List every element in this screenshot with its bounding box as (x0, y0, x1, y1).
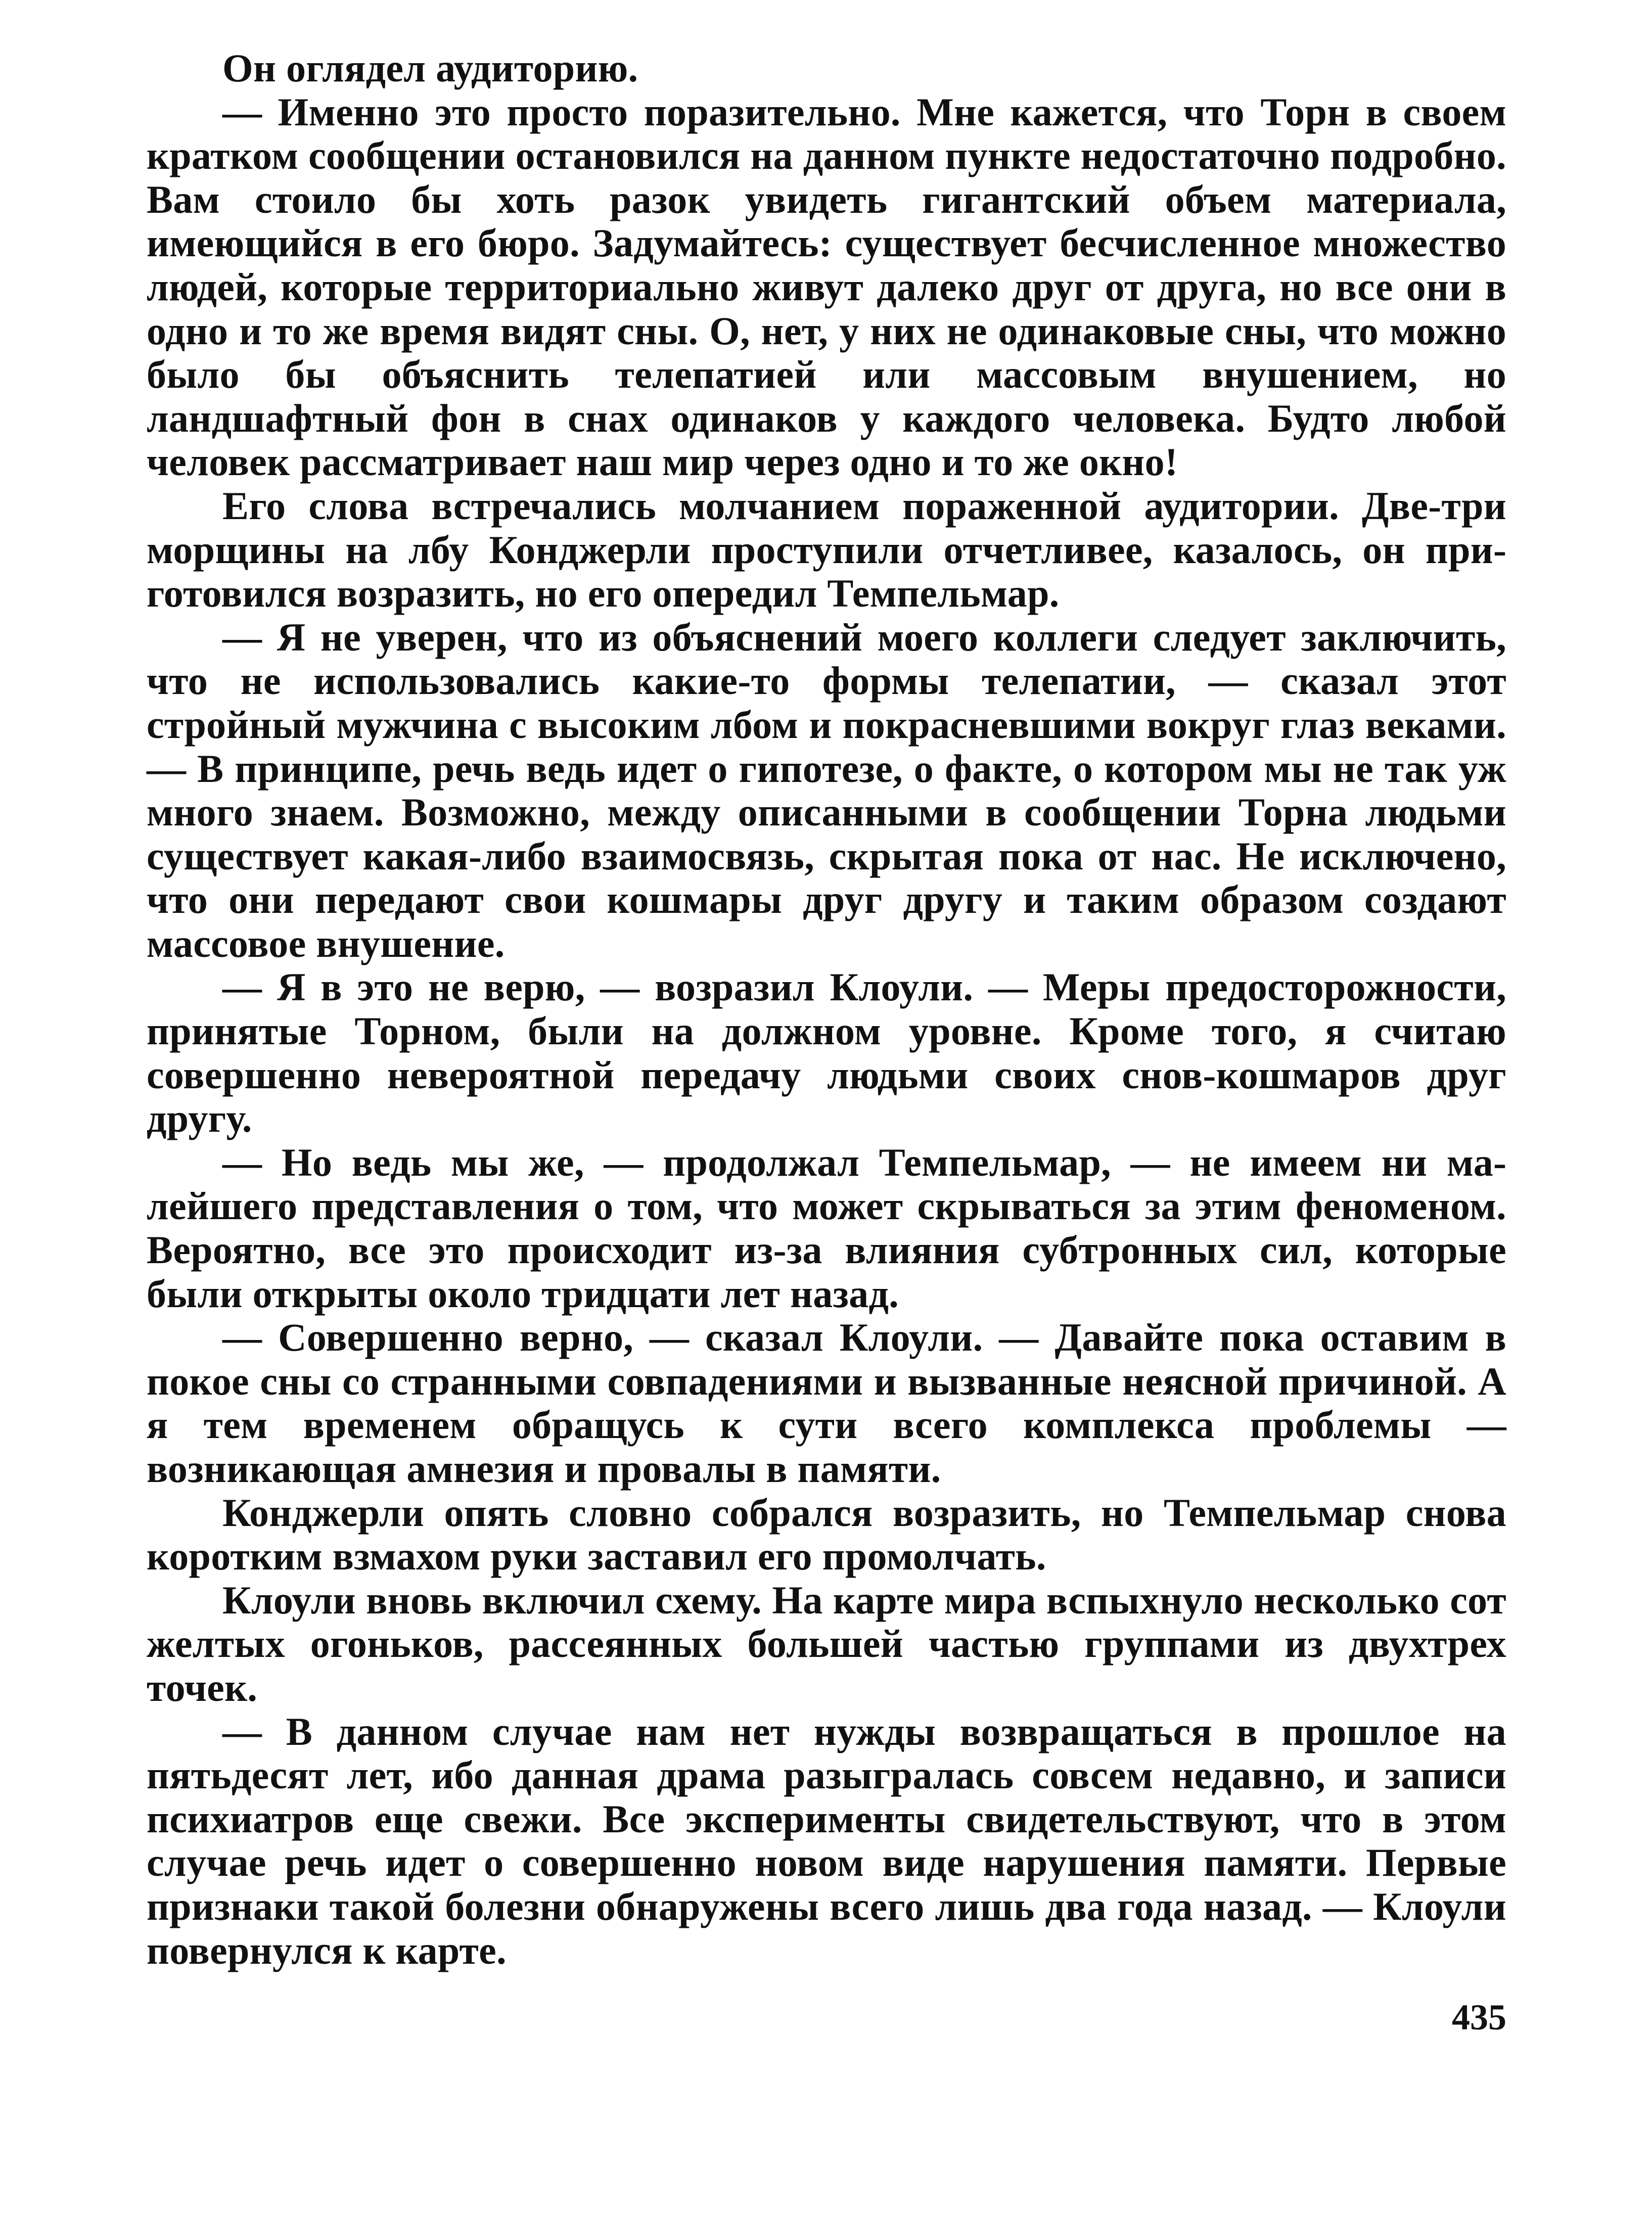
paragraph: Он оглядел аудиторию. (222, 46, 638, 90)
page-number: 435 (1452, 1997, 1506, 2038)
paragraph: — Совершенно верно, — сказал Клоули. — Давайте пока оставим в покое сны со странными совпадениями и вызванные неясной причиной. А я тем временем обращусь к сути всего комплекса проблемы — возникающая амнезия и провалы в памяти. (147, 1315, 1506, 1491)
paragraph: Конджерли опять словно собрался возразить, но Темпельмар снова коротким взмахом руки заставил его промолчать. (147, 1490, 1506, 1579)
paragraph: Клоули вновь включил схему. На карте мира вспыхнуло несколько сот желтых огоньков, рассеянных большей частью группами из двухтрех точек. (147, 1578, 1506, 1709)
paragraph: — Но ведь мы же, — продолжал Темпельмар, — не имеем ни малейшего представления о том, что может скрываться за этим феноменом. Вероятно, все это происходит из-за влияния субтронных сил, которые были открыты около тридцати лет назад. (147, 1140, 1506, 1316)
paragraph: — Именно это просто поразительно. Мне кажется, что Торн в своем кратком сообщении остановился на данном пункте недостаточно подробно. Вам стоило бы хоть разок увидеть гигантский объем материала, имеющийся в его бюро. Задумайтесь: существует бесчисленное множество людей, которые территориально живут далеко друг от друга, но все они в одно и то же время видят сны. О, нет, у них не одинаковые сны, что можно было бы объяснить телепатией или массовым внушением, но ландшафтный фон в снах одинаков у каждого человека. Будто любой человек рассматривает наш мир через одно и то же окно! (147, 89, 1506, 484)
paragraph: — В данном случае нам нет нужды возвращаться в прошлое на пятьдесят лет, ибо данная драма разыгралась совсем недавно, и записи психиатров еще свежи. Все эксперименты свидетельствуют, что в этом случае речь идет о совершенно новом виде нарушения памяти. Первые признаки такой болезни обнаружены всего лишь два года назад. — Клоули повернулся к карте. (147, 1709, 1506, 1972)
paragraph: — Я не уверен, что из объяснений моего коллеги следует заключить, что не использовались какие-то формы телепатии, — сказал этот стройный мужчина с высоким лбом и покрасневшими вокруг глаз веками. — В принципе, речь ведь идет о гипотезе, о факте, о котором мы не так уж много знаем. Возможно, между описанными в сообщении Торна людьми существует какая-либо взаимосвязь, скрытая пока от нас. Не исключено, что они передают свои кошмары друг другу и таким образом создают массовое внушение. (147, 615, 1506, 965)
paragraph: — Я в это не верю, — возразил Клоули. — Меры предосторожности, принятые Торном, были на должном уровне. Кроме того, я считаю совершенно невероятной передачу людьми своих снов-кошмаров друг другу. (147, 965, 1506, 1141)
text-body (147, 47, 1506, 1972)
paragraph: Его слова встречались молчанием пораженной аудитории. Две-три морщины на лбу Конджерли проступили отчетливее, казалось, он приготовился возразить, но его опередил Темпельмар. (147, 483, 1506, 616)
